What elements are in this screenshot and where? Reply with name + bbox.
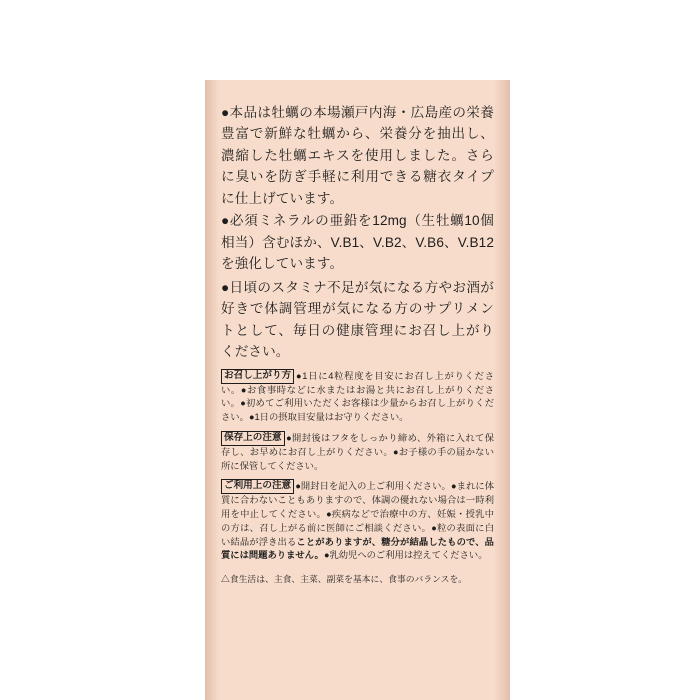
usage-cautions-part-1: ●開封日を記入の上ご利用ください。●まれに体質に合わないこともありますので、体調の優れない場合は一時利用を中止してください。●疾病などで治療中の方、妊娠・授乳中の方は、召し上がる前に医師にご相談ください。●粒の表面に白い結晶が浮き出る xyxy=(221,481,494,547)
section-storage-notes-body: ●開封後はフタをしっかり締め、外箱に入れて保存し、お早めにお召し上がりください。●お子様の手の届かない所に保管してください。 xyxy=(221,432,494,471)
intro-paragraph-2: ●必須ミネラルの亜鉛を12mg（生牡蠣10個相当）含むほか、V.B1、V.B2、V.B6、V.B12を強化しています。 xyxy=(221,213,494,272)
section-usage-cautions xyxy=(221,479,494,563)
dietary-footnote: △食生活は、主食、主菜、副菜を基本に、食事のバランスを。 xyxy=(221,574,468,585)
section-usage-cautions-heading: ご利用上の注意 xyxy=(221,479,294,494)
usage-cautions-part-2-bold: ことがありますが、糖分が結晶したもので、品質には問題ありません。 xyxy=(221,536,494,561)
section-how-to-take-text xyxy=(221,369,494,425)
section-how-to-take-body: ●1日に4粒程度を目安にお召し上がりください。●お食事時などに水またはお湯と共にお召し上がりください。●初めてご利用いただくお客様は少量からお召し上がりください。●1日の摂取目安量はお守りください。 xyxy=(221,370,494,423)
section-storage-notes xyxy=(221,431,494,473)
section-usage-cautions-text xyxy=(221,479,494,563)
product-label-panel xyxy=(205,80,510,700)
section-how-to-take-heading: お召し上がり方 xyxy=(221,369,294,384)
usage-cautions-part-3: ●乳幼児へのご利用は控えてください。 xyxy=(323,550,488,561)
label-content xyxy=(221,102,494,586)
intro-paragraph-1: ●本品は牡蠣の本場瀬戸内海・広島産の栄養豊富で新鮮な牡蠣から、栄養分を抽出し、濃縮した牡蠣エキスを使用しました。さらに臭いを防ぎ手軽に利用できる糖衣タイプに仕上げています。 xyxy=(221,105,494,206)
section-storage-notes-heading: 保存上の注意 xyxy=(221,431,285,446)
section-how-to-take xyxy=(221,369,494,425)
section-storage-notes-text xyxy=(221,431,494,473)
intro-paragraph-3: ●日頃のスタミナ不足が気になる方やお酒が好きで体調管理が気になる方のサプリメントとして、毎日の健康管理にお召し上がりください。 xyxy=(221,279,494,360)
